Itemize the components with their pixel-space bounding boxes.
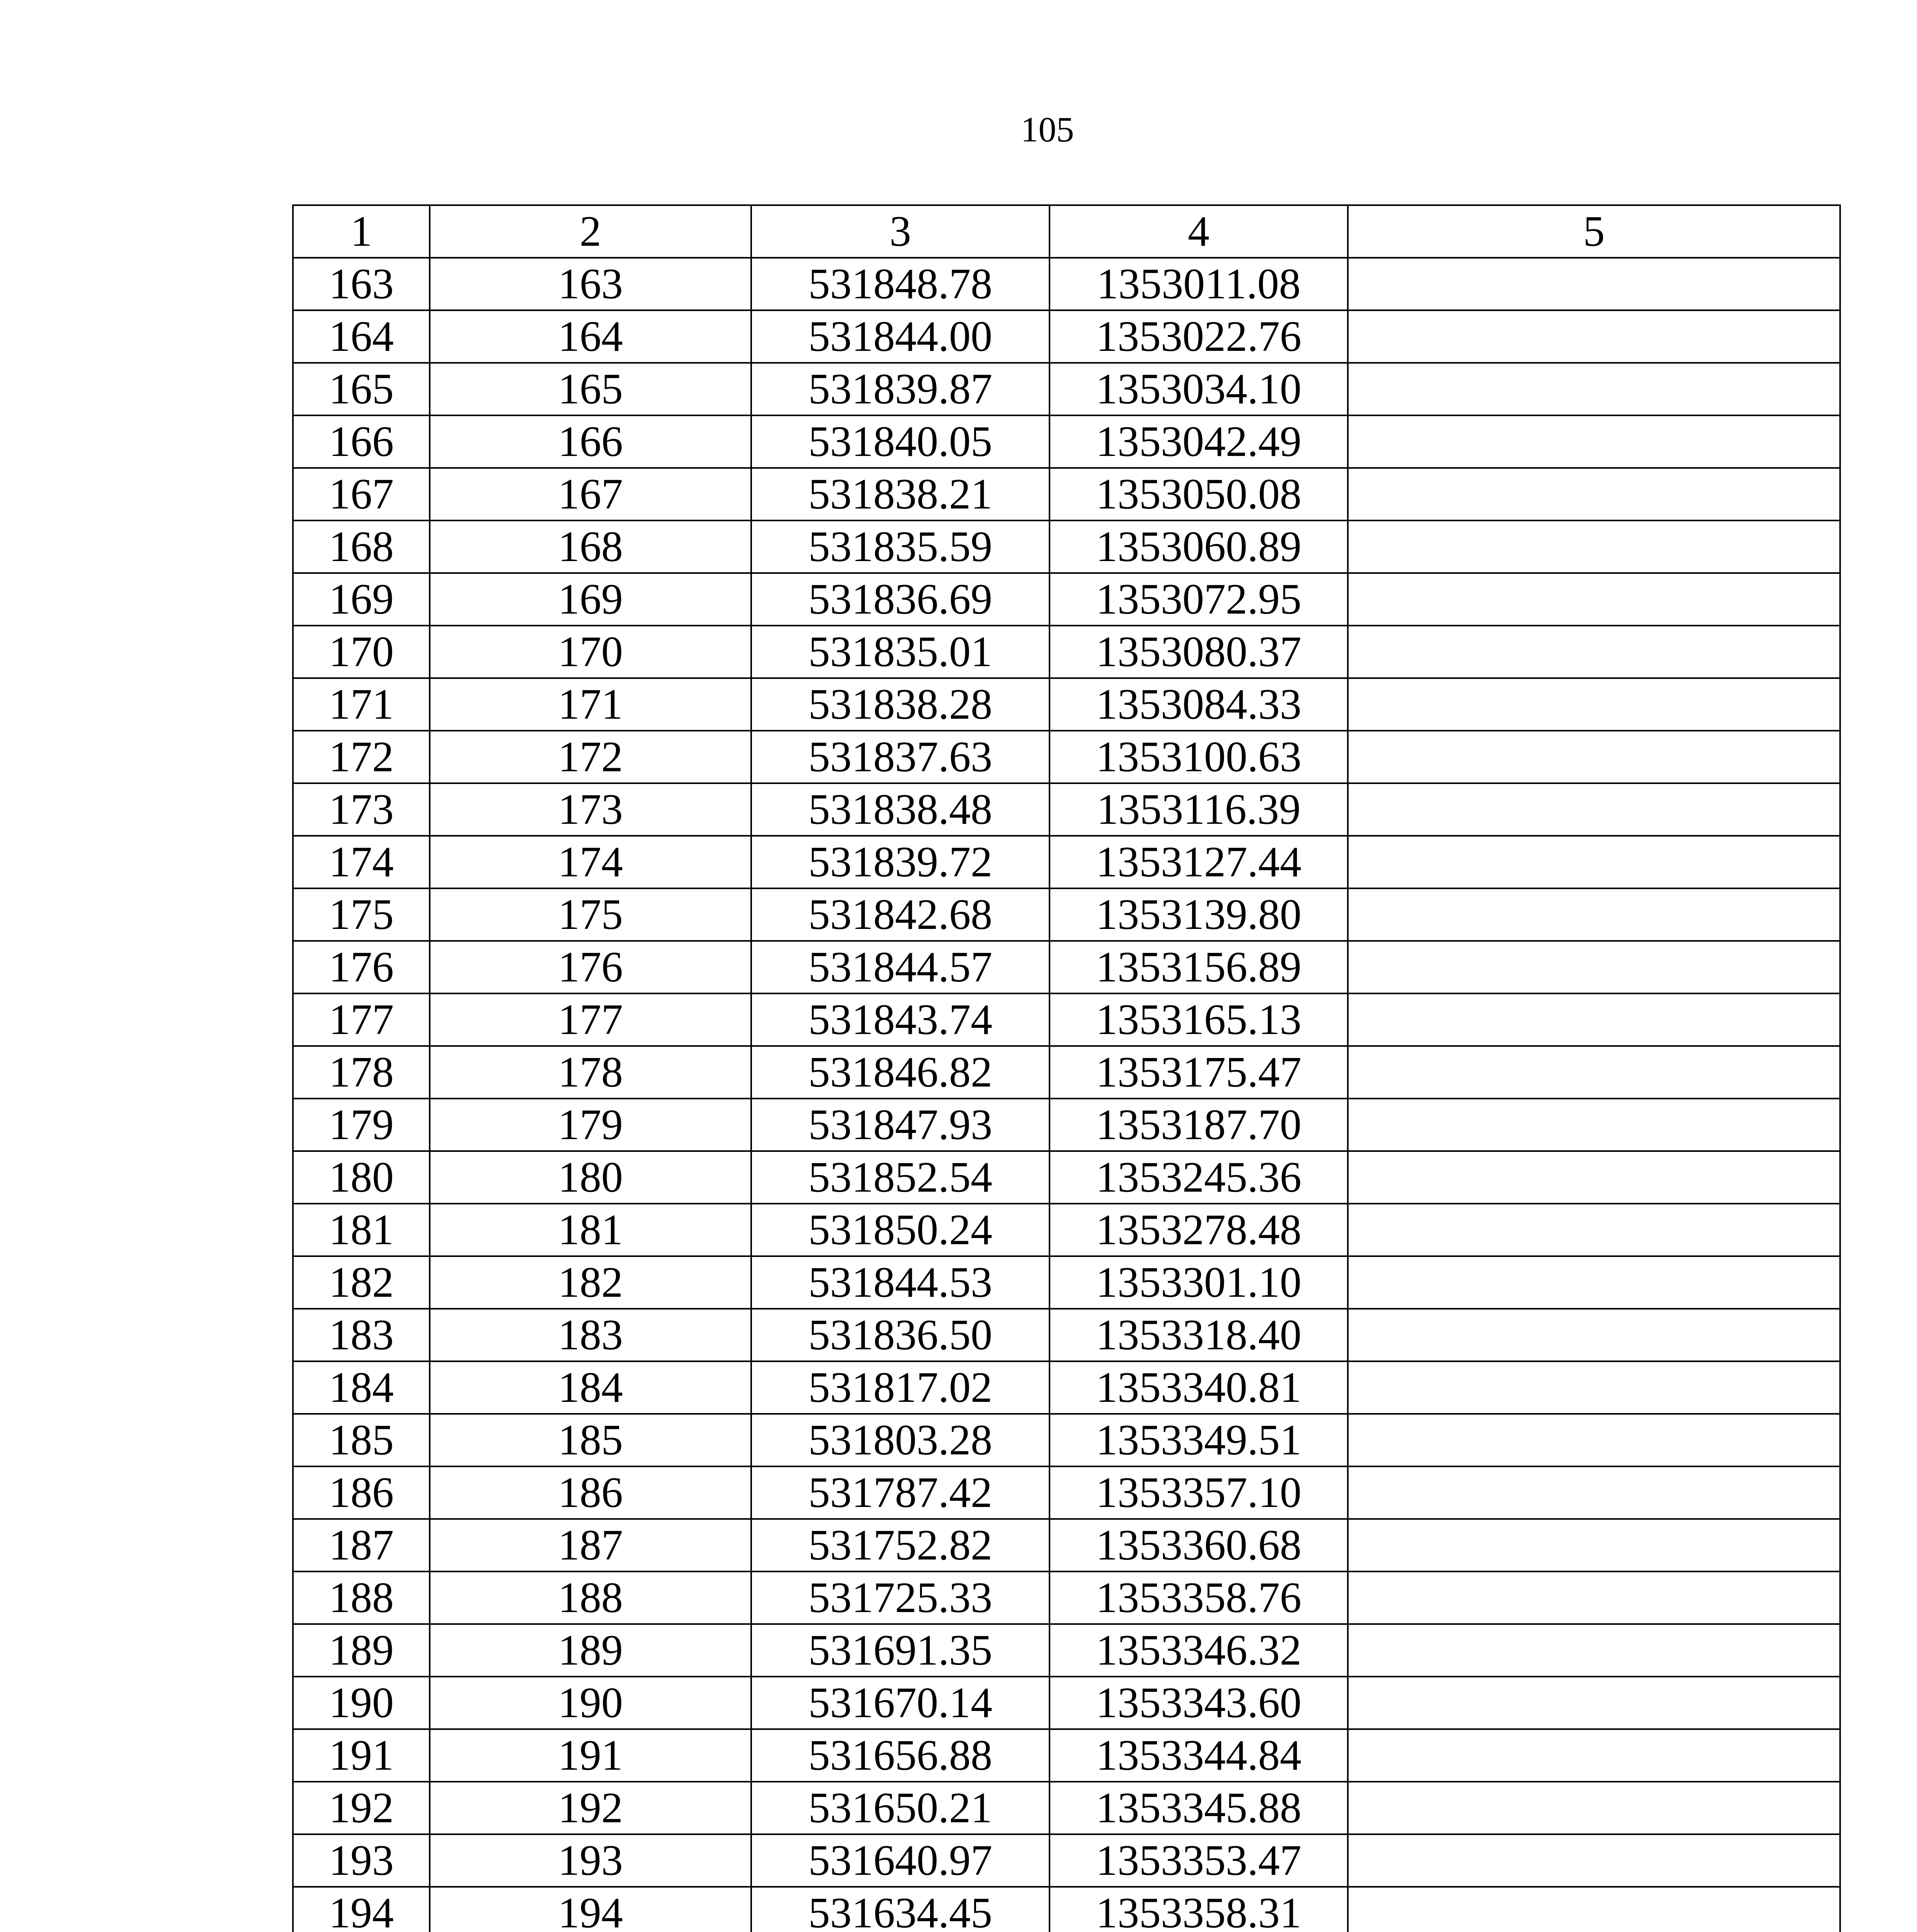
point-number-cell: 188 [430, 1571, 751, 1624]
note-cell [1348, 1414, 1840, 1466]
note-cell [1348, 1046, 1840, 1099]
y-coordinate-cell: 1353343.60 [1050, 1677, 1348, 1729]
column-number-2: 2 [430, 205, 751, 258]
note-cell [1348, 310, 1840, 363]
x-coordinate-cell: 531844.53 [751, 1256, 1050, 1309]
row-index-cell: 170 [293, 626, 430, 678]
y-coordinate-cell: 1353165.13 [1050, 993, 1348, 1046]
point-number-cell: 191 [430, 1729, 751, 1782]
table-row [293, 836, 1840, 888]
x-coordinate-cell: 531850.24 [751, 1204, 1050, 1256]
point-number-cell: 174 [430, 836, 751, 888]
y-coordinate-cell: 1353360.68 [1050, 1519, 1348, 1571]
point-number-cell: 180 [430, 1151, 751, 1204]
table-row [293, 1099, 1840, 1151]
table-row [293, 993, 1840, 1046]
note-cell [1348, 1624, 1840, 1677]
point-number-cell: 185 [430, 1414, 751, 1466]
table-row [293, 731, 1840, 783]
x-coordinate-cell: 531838.28 [751, 678, 1050, 731]
table-row [293, 573, 1840, 626]
table-row [293, 520, 1840, 573]
y-coordinate-cell: 1353139.80 [1050, 888, 1348, 941]
y-coordinate-cell: 1353318.40 [1050, 1309, 1348, 1361]
row-index-cell: 181 [293, 1204, 430, 1256]
point-number-cell: 179 [430, 1099, 751, 1151]
x-coordinate-cell: 531836.50 [751, 1309, 1050, 1361]
note-cell [1348, 258, 1840, 310]
row-index-cell: 171 [293, 678, 430, 731]
note-cell [1348, 1466, 1840, 1519]
table-row [293, 415, 1840, 468]
point-number-cell: 175 [430, 888, 751, 941]
y-coordinate-cell: 1353060.89 [1050, 520, 1348, 573]
y-coordinate-cell: 1353116.39 [1050, 783, 1348, 836]
row-index-cell: 177 [293, 993, 430, 1046]
row-index-cell: 190 [293, 1677, 430, 1729]
note-cell [1348, 941, 1840, 993]
x-coordinate-cell: 531670.14 [751, 1677, 1050, 1729]
x-coordinate-cell: 531650.21 [751, 1782, 1050, 1834]
row-index-cell: 163 [293, 258, 430, 310]
note-cell [1348, 836, 1840, 888]
y-coordinate-cell: 1353358.76 [1050, 1571, 1348, 1624]
point-number-cell: 163 [430, 258, 751, 310]
y-coordinate-cell: 1353187.70 [1050, 1099, 1348, 1151]
table-row [293, 1309, 1840, 1361]
note-cell [1348, 1729, 1840, 1782]
table-body [293, 205, 1840, 1932]
y-coordinate-cell: 1353358.31 [1050, 1887, 1348, 1932]
point-number-cell: 189 [430, 1624, 751, 1677]
point-number-cell: 183 [430, 1309, 751, 1361]
table-row [293, 678, 1840, 731]
note-cell [1348, 1677, 1840, 1729]
x-coordinate-cell: 531847.93 [751, 1099, 1050, 1151]
y-coordinate-cell: 1353345.88 [1050, 1782, 1348, 1834]
note-cell [1348, 1204, 1840, 1256]
row-index-cell: 176 [293, 941, 430, 993]
point-number-cell: 192 [430, 1782, 751, 1834]
x-coordinate-cell: 531817.02 [751, 1361, 1050, 1414]
column-number-4: 4 [1050, 205, 1348, 258]
y-coordinate-cell: 1353022.76 [1050, 310, 1348, 363]
x-coordinate-cell: 531725.33 [751, 1571, 1050, 1624]
y-coordinate-cell: 1353100.63 [1050, 731, 1348, 783]
row-index-cell: 184 [293, 1361, 430, 1414]
row-index-cell: 180 [293, 1151, 430, 1204]
x-coordinate-cell: 531838.21 [751, 468, 1050, 520]
note-cell [1348, 1887, 1840, 1932]
row-index-cell: 168 [293, 520, 430, 573]
point-number-cell: 168 [430, 520, 751, 573]
note-cell [1348, 626, 1840, 678]
x-coordinate-cell: 531752.82 [751, 1519, 1050, 1571]
x-coordinate-cell: 531837.63 [751, 731, 1050, 783]
y-coordinate-cell: 1353156.89 [1050, 941, 1348, 993]
coordinates-table [292, 204, 1841, 1932]
table-row [293, 1361, 1840, 1414]
x-coordinate-cell: 531835.59 [751, 520, 1050, 573]
column-number-1: 1 [293, 205, 430, 258]
x-coordinate-cell: 531852.54 [751, 1151, 1050, 1204]
point-number-cell: 169 [430, 573, 751, 626]
point-number-cell: 176 [430, 941, 751, 993]
table-row [293, 1519, 1840, 1571]
x-coordinate-cell: 531843.74 [751, 993, 1050, 1046]
note-cell [1348, 415, 1840, 468]
table-row [293, 363, 1840, 415]
point-number-cell: 165 [430, 363, 751, 415]
y-coordinate-cell: 1353034.10 [1050, 363, 1348, 415]
note-cell [1348, 468, 1840, 520]
table-header-row [293, 205, 1840, 258]
y-coordinate-cell: 1353301.10 [1050, 1256, 1348, 1309]
table-row [293, 1204, 1840, 1256]
note-cell [1348, 1519, 1840, 1571]
x-coordinate-cell: 531838.48 [751, 783, 1050, 836]
point-number-cell: 170 [430, 626, 751, 678]
point-number-cell: 181 [430, 1204, 751, 1256]
x-coordinate-cell: 531848.78 [751, 258, 1050, 310]
point-number-cell: 166 [430, 415, 751, 468]
table-row [293, 1624, 1840, 1677]
table-row [293, 1256, 1840, 1309]
table-row [293, 888, 1840, 941]
point-number-cell: 164 [430, 310, 751, 363]
x-coordinate-cell: 531842.68 [751, 888, 1050, 941]
row-index-cell: 182 [293, 1256, 430, 1309]
note-cell [1348, 573, 1840, 626]
y-coordinate-cell: 1353349.51 [1050, 1414, 1348, 1466]
x-coordinate-cell: 531844.00 [751, 310, 1050, 363]
x-coordinate-cell: 531634.45 [751, 1887, 1050, 1932]
table-row [293, 1834, 1840, 1887]
row-index-cell: 192 [293, 1782, 430, 1834]
y-coordinate-cell: 1353127.44 [1050, 836, 1348, 888]
note-cell [1348, 1099, 1840, 1151]
x-coordinate-cell: 531656.88 [751, 1729, 1050, 1782]
row-index-cell: 186 [293, 1466, 430, 1519]
y-coordinate-cell: 1353175.47 [1050, 1046, 1348, 1099]
table-row [293, 1466, 1840, 1519]
row-index-cell: 174 [293, 836, 430, 888]
note-cell [1348, 783, 1840, 836]
point-number-cell: 184 [430, 1361, 751, 1414]
point-number-cell: 194 [430, 1887, 751, 1932]
row-index-cell: 178 [293, 1046, 430, 1099]
row-index-cell: 179 [293, 1099, 430, 1151]
table-row [293, 1677, 1840, 1729]
y-coordinate-cell: 1353340.81 [1050, 1361, 1348, 1414]
x-coordinate-cell: 531840.05 [751, 415, 1050, 468]
note-cell [1348, 678, 1840, 731]
table-row [293, 626, 1840, 678]
table-row [293, 1729, 1840, 1782]
row-index-cell: 193 [293, 1834, 430, 1887]
x-coordinate-cell: 531835.01 [751, 626, 1050, 678]
table-row [293, 783, 1840, 836]
x-coordinate-cell: 531691.35 [751, 1624, 1050, 1677]
table-row [293, 258, 1840, 310]
table-row [293, 468, 1840, 520]
note-cell [1348, 1834, 1840, 1887]
x-coordinate-cell: 531803.28 [751, 1414, 1050, 1466]
x-coordinate-cell: 531836.69 [751, 573, 1050, 626]
row-index-cell: 165 [293, 363, 430, 415]
y-coordinate-cell: 1353245.36 [1050, 1151, 1348, 1204]
row-index-cell: 166 [293, 415, 430, 468]
point-number-cell: 178 [430, 1046, 751, 1099]
point-number-cell: 182 [430, 1256, 751, 1309]
row-index-cell: 191 [293, 1729, 430, 1782]
note-cell [1348, 888, 1840, 941]
row-index-cell: 167 [293, 468, 430, 520]
table-row [293, 1887, 1840, 1932]
row-index-cell: 188 [293, 1571, 430, 1624]
point-number-cell: 173 [430, 783, 751, 836]
note-cell [1348, 520, 1840, 573]
x-coordinate-cell: 531839.72 [751, 836, 1050, 888]
row-index-cell: 169 [293, 573, 430, 626]
x-coordinate-cell: 531839.87 [751, 363, 1050, 415]
row-index-cell: 172 [293, 731, 430, 783]
table-row [293, 1414, 1840, 1466]
point-number-cell: 193 [430, 1834, 751, 1887]
table-row [293, 1571, 1840, 1624]
row-index-cell: 189 [293, 1624, 430, 1677]
row-index-cell: 175 [293, 888, 430, 941]
y-coordinate-cell: 1353346.32 [1050, 1624, 1348, 1677]
y-coordinate-cell: 1353080.37 [1050, 626, 1348, 678]
point-number-cell: 171 [430, 678, 751, 731]
row-index-cell: 173 [293, 783, 430, 836]
y-coordinate-cell: 1353050.08 [1050, 468, 1348, 520]
x-coordinate-cell: 531787.42 [751, 1466, 1050, 1519]
table-row [293, 1782, 1840, 1834]
point-number-cell: 177 [430, 993, 751, 1046]
note-cell [1348, 1361, 1840, 1414]
table-row [293, 310, 1840, 363]
y-coordinate-cell: 1353353.47 [1050, 1834, 1348, 1887]
row-index-cell: 185 [293, 1414, 430, 1466]
y-coordinate-cell: 1353011.08 [1050, 258, 1348, 310]
y-coordinate-cell: 1353042.49 [1050, 415, 1348, 468]
page-number: 105 [1021, 110, 1074, 149]
note-cell [1348, 363, 1840, 415]
column-number-5: 5 [1348, 205, 1840, 258]
point-number-cell: 187 [430, 1519, 751, 1571]
point-number-cell: 190 [430, 1677, 751, 1729]
x-coordinate-cell: 531844.57 [751, 941, 1050, 993]
x-coordinate-cell: 531846.82 [751, 1046, 1050, 1099]
column-number-3: 3 [751, 205, 1050, 258]
y-coordinate-cell: 1353357.10 [1050, 1466, 1348, 1519]
point-number-cell: 186 [430, 1466, 751, 1519]
y-coordinate-cell: 1353084.33 [1050, 678, 1348, 731]
note-cell [1348, 1571, 1840, 1624]
note-cell [1348, 1256, 1840, 1309]
note-cell [1348, 731, 1840, 783]
y-coordinate-cell: 1353344.84 [1050, 1729, 1348, 1782]
y-coordinate-cell: 1353072.95 [1050, 573, 1348, 626]
y-coordinate-cell: 1353278.48 [1050, 1204, 1348, 1256]
note-cell [1348, 1151, 1840, 1204]
note-cell [1348, 993, 1840, 1046]
point-number-cell: 172 [430, 731, 751, 783]
point-number-cell: 167 [430, 468, 751, 520]
x-coordinate-cell: 531640.97 [751, 1834, 1050, 1887]
row-index-cell: 164 [293, 310, 430, 363]
note-cell [1348, 1782, 1840, 1834]
row-index-cell: 187 [293, 1519, 430, 1571]
row-index-cell: 194 [293, 1887, 430, 1932]
table-row [293, 1046, 1840, 1099]
table-row [293, 1151, 1840, 1204]
row-index-cell: 183 [293, 1309, 430, 1361]
note-cell [1348, 1309, 1840, 1361]
table-row [293, 941, 1840, 993]
